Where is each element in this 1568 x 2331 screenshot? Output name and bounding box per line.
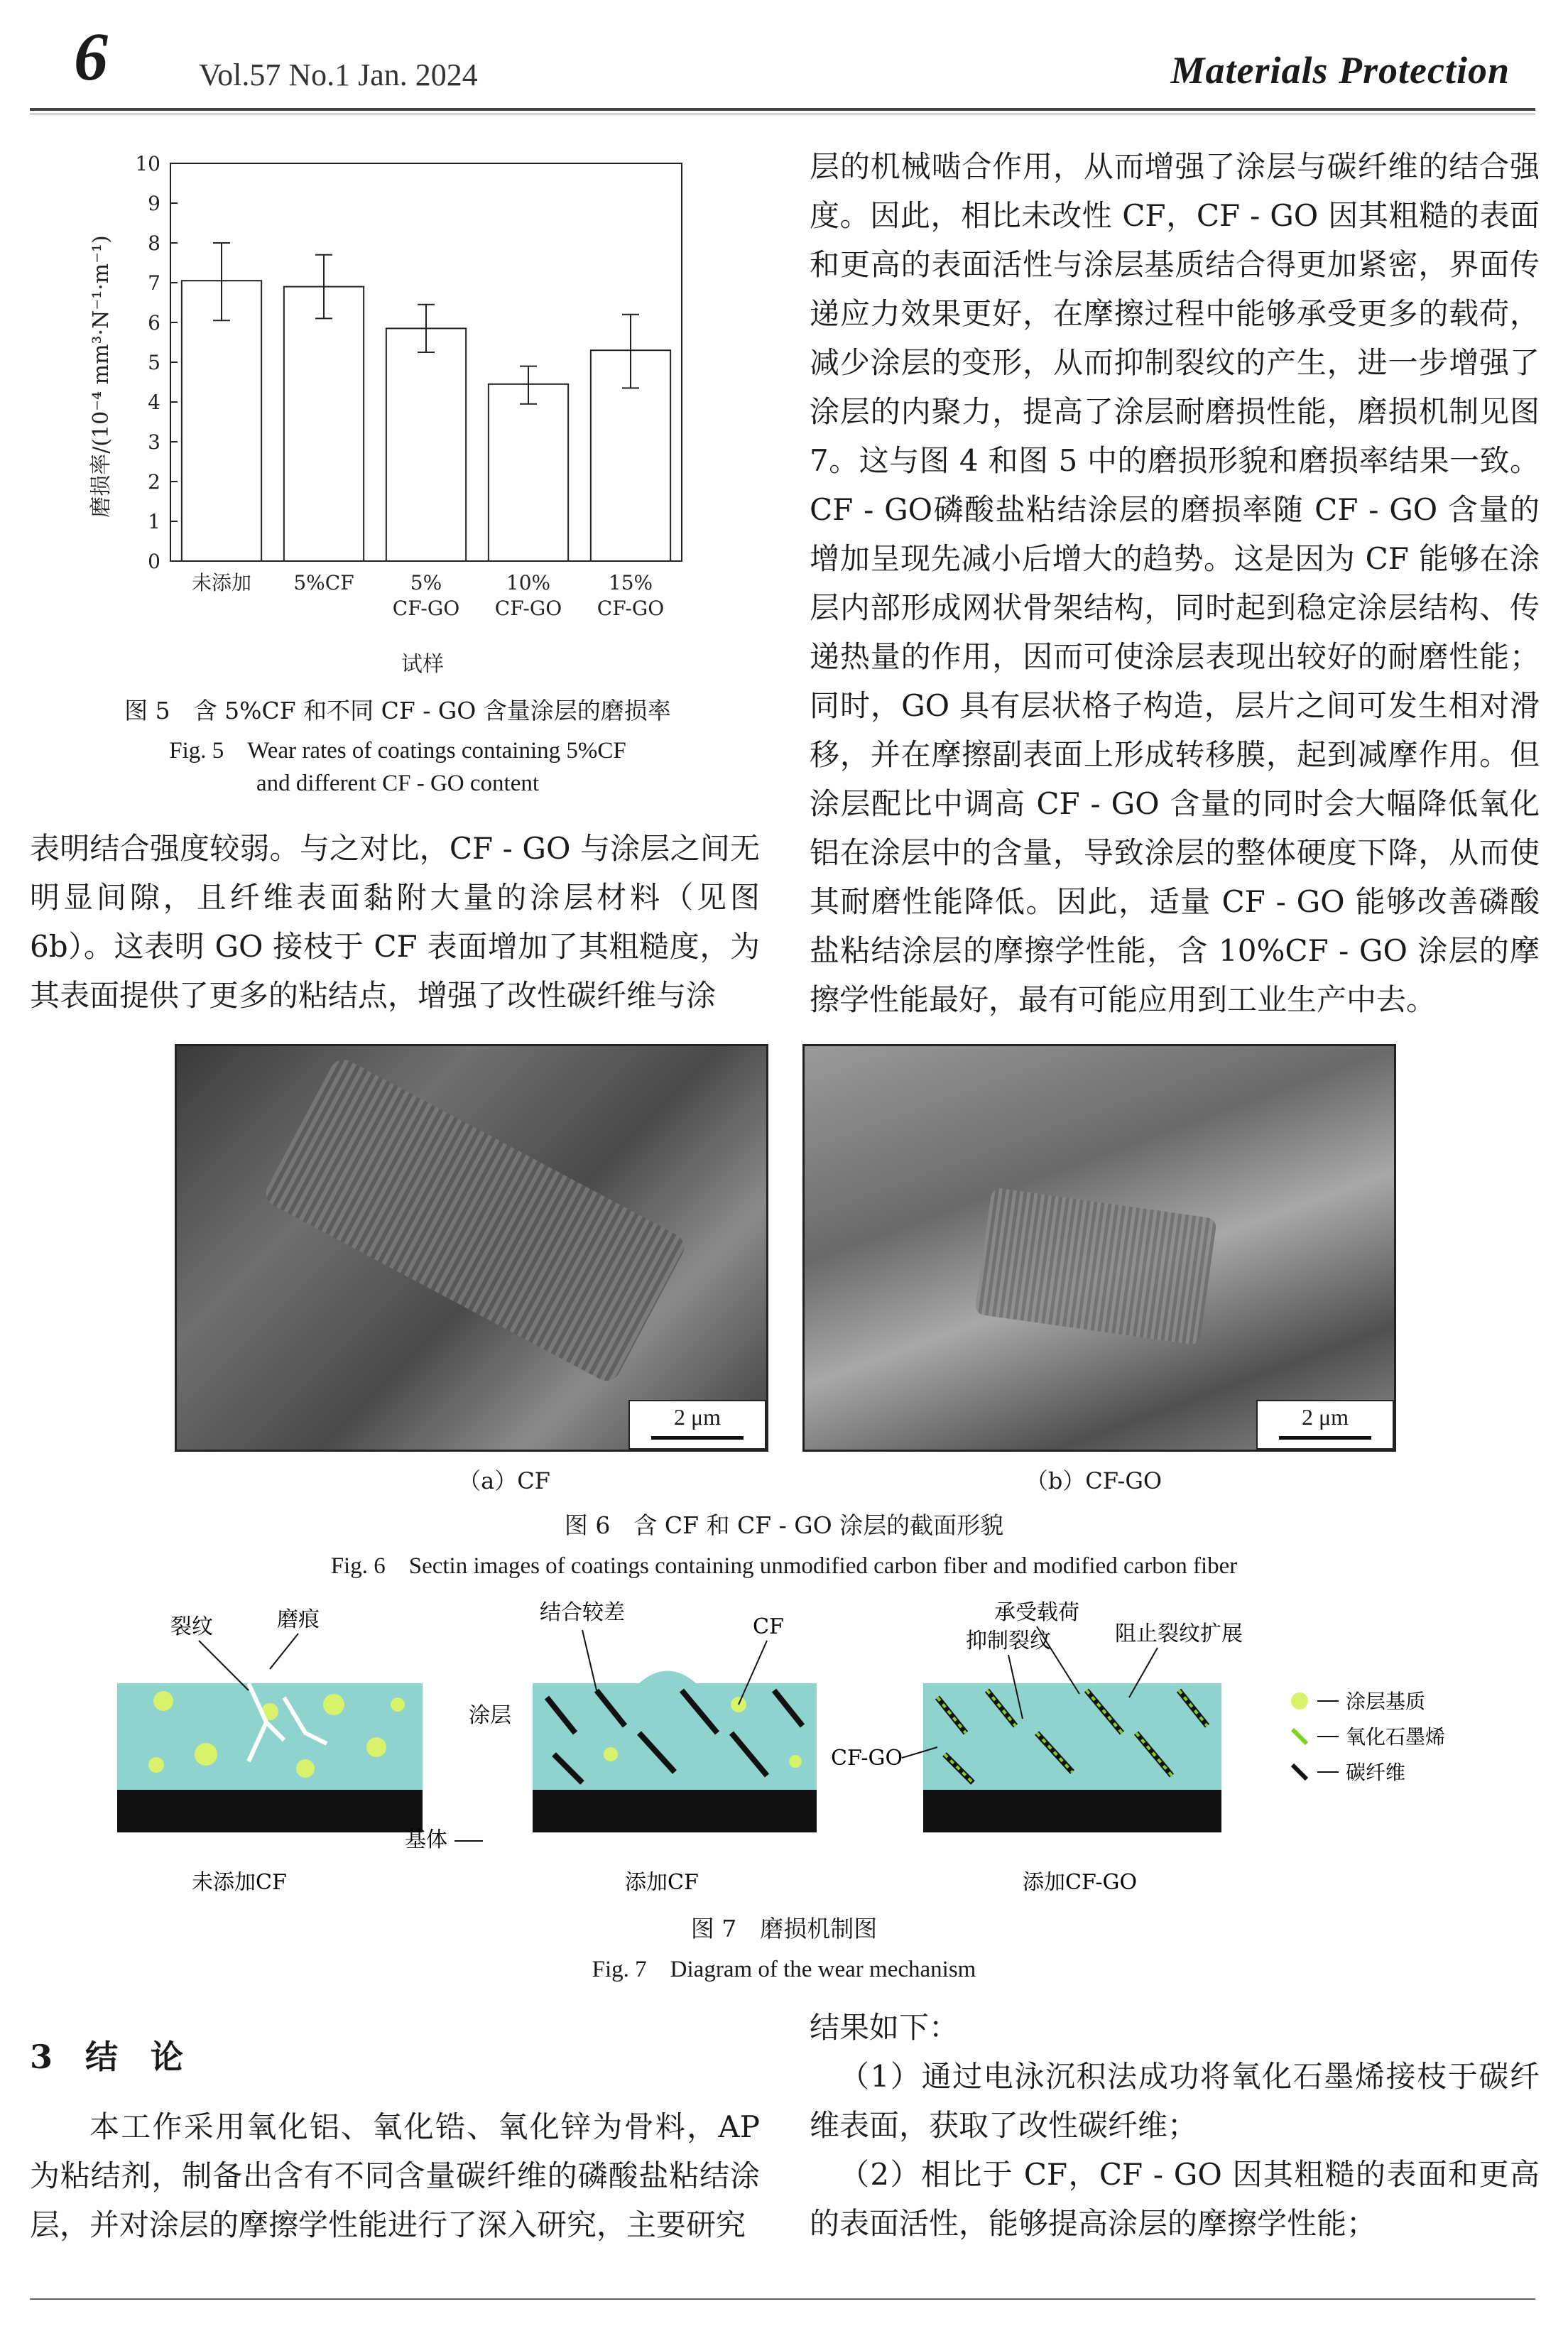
label-stop-crack: 阻止裂纹扩展 bbox=[1115, 1621, 1243, 1646]
fig6-caption-cn: 图 6 含 CF 和 CF - GO 涂层的截面形貌 bbox=[564, 1511, 1004, 1539]
substrate-1 bbox=[117, 1790, 423, 1832]
volume-info: Vol.57 No.1 Jan. 2024 bbox=[199, 58, 478, 92]
x-tick-labels bbox=[192, 571, 664, 620]
y-tick-label: 7 bbox=[148, 271, 160, 295]
x-tick-label: 5%CF bbox=[293, 571, 354, 594]
label-bear-load: 承受载荷 bbox=[994, 1600, 1079, 1625]
scale-label-b: 2 μm bbox=[1301, 1404, 1349, 1430]
bar bbox=[386, 328, 466, 561]
wear-mark-1 bbox=[234, 1669, 305, 1683]
legend-go: 氧化石墨烯 bbox=[1346, 1725, 1446, 1749]
x-tick-label: 5% CF-GO bbox=[392, 571, 460, 620]
bars bbox=[182, 243, 670, 561]
scale-line-a bbox=[651, 1436, 744, 1440]
scale-bar-b bbox=[1256, 1400, 1394, 1450]
journal-title: Materials Protection bbox=[1170, 49, 1510, 92]
wear-rate-bar-chart bbox=[57, 142, 710, 682]
y-tick-label: 10 bbox=[135, 152, 160, 175]
legend-marker-matrix bbox=[1291, 1692, 1308, 1710]
x-tick-label: 10% CF-GO bbox=[494, 571, 562, 620]
y-ticks bbox=[135, 152, 178, 573]
y-tick-label: 8 bbox=[148, 232, 160, 255]
y-tick-label: 4 bbox=[148, 391, 160, 414]
fig7-caption-cn: 图 7 磨损机制图 bbox=[690, 1915, 878, 1942]
bar bbox=[284, 287, 364, 561]
section3-right-column bbox=[810, 2003, 1540, 2248]
bar bbox=[182, 281, 261, 561]
carbon-fiber-shape bbox=[261, 1055, 689, 1386]
panel-label-3: 添加CF-GO bbox=[1023, 1870, 1138, 1895]
y-tick-label: 0 bbox=[148, 550, 160, 573]
panel-label-1: 未添加CF bbox=[192, 1870, 287, 1895]
conclusion-item-2: （2）相比于 CF，CF - GO 因其粗糙的表面和更高的表面活性，能够提高涂层的摩擦学性能； bbox=[810, 2157, 1540, 2241]
pointer-poor-bond bbox=[582, 1630, 597, 1690]
wear-mechanism-diagram bbox=[99, 1591, 1477, 1903]
section3-intro: 结果如下： bbox=[810, 2010, 959, 2045]
substrate-2 bbox=[533, 1790, 817, 1832]
label-suppress-crack: 抑制裂纹 bbox=[966, 1629, 1051, 1653]
right-column-text bbox=[810, 142, 1540, 1024]
label-cfgo: CF-GO bbox=[831, 1746, 903, 1771]
pointer-wear-mark bbox=[270, 1634, 298, 1669]
right-paragraph: 层的机械啮合作用，从而增强了涂层与碳纤维的结合强度。因此，相比未改性 CF，CF - GO 因其粗糙的表面和更高的表面活性与涂层基质结合得更加紧密，界面传递应力效果更好，在摩擦过程中能够承受更多的载荷，减少涂层的变形，从而抑制裂纹的产生，进一步增强了涂层的内聚力，提高了涂层耐磨损性能，磨损机制见图 7。这与图 4 和图 5 中的磨损形貌和磨损率结果一致。CF - GO磷酸盐粘结涂层的磨损率随 CF - GO 含量的增加呈现先减小后增大的趋势。这是因为 CF 能够在涂层内部形成网状骨架结构，同时起到稳定涂层结构、传递热量的作用，因而可使涂层表现出较好的耐磨性能；同时，GO 具有层状格子构造，层片之间可发生相对滑移，并在摩擦副表面上形成转移膜，起到减摩作用。但涂层配比中调高 CF - GO 含量的同时会大幅降低氧化铝在涂层中的含量，导致涂层的整体硬度下降，从而使其耐磨性能降低。因此，适量 CF - GO 能够改善磷酸盐粘结涂层的摩擦学性能，含 10%CF - GO 涂层的摩擦学性能最好，最有可能应用到工业生产中去。 bbox=[810, 149, 1540, 1017]
scale-bar-a bbox=[628, 1400, 766, 1450]
section-heading: 3 结 论 bbox=[30, 2038, 184, 2076]
label-poor-bond: 结合较差 bbox=[540, 1600, 625, 1625]
legend-marker-go bbox=[1292, 1729, 1307, 1744]
panel-label-2: 添加CF bbox=[625, 1870, 699, 1895]
legend-cf: 碳纤维 bbox=[1346, 1761, 1406, 1784]
y-tick-label: 1 bbox=[148, 510, 160, 533]
fig5-caption-en-1: Fig. 5 Wear rates of coatings containing 5%CF bbox=[169, 738, 626, 764]
pointer-crack bbox=[199, 1641, 249, 1690]
fig5-caption-en-2: and different CF - GO content bbox=[256, 771, 540, 796]
header-rule bbox=[30, 108, 1535, 111]
left-column-text: 表明结合强度较弱。与之对比，CF - GO 与涂层之间无明显间隙，且纤维表面黏附大量的涂层材料（见图6b）。这表明 GO 接枝于 CF 表面增加了其粗糙度，为其表面提供了更多的粘结点，增强了改性碳纤维与涂 bbox=[30, 831, 760, 1013]
label-crack: 裂纹 bbox=[170, 1614, 213, 1639]
fig6-sublabel-b: （b）CF-GO bbox=[1025, 1467, 1163, 1494]
page-number: 6 bbox=[74, 18, 108, 94]
carbon-fiber-shape bbox=[974, 1188, 1217, 1346]
fig6-caption-en: Fig. 6 Sectin images of coatings containing unmodified carbon fiber and modified carbon fiber bbox=[330, 1553, 1238, 1579]
legend-matrix: 涂层基质 bbox=[1346, 1690, 1426, 1713]
label-substrate: 基体 bbox=[405, 1827, 447, 1852]
scale-label-a: 2 μm bbox=[673, 1404, 722, 1430]
y-tick-label: 9 bbox=[148, 192, 160, 215]
y-tick-label: 3 bbox=[148, 430, 160, 454]
scale-line-b bbox=[1279, 1436, 1371, 1440]
fig5-caption-cn: 图 5 含 5%CF 和不同 CF - GO 含量涂层的磨损率 bbox=[124, 697, 671, 724]
sem-image-cfgo bbox=[802, 1044, 1396, 1452]
fig7-caption-en: Fig. 7 Diagram of the wear mechanism bbox=[592, 1957, 976, 1982]
label-cf: CF bbox=[753, 1614, 784, 1639]
section3-left-paragraph: 本工作采用氧化铝、氧化锆、氧化锌为骨料，AP 为粘结剂，制备出含有不同含量碳纤维的磷酸盐粘结涂层，并对涂层的摩擦学性能进行了深入研究，主要研究 bbox=[30, 2109, 760, 2242]
y-tick-label: 5 bbox=[148, 351, 160, 374]
x-axis-label: 试样 bbox=[401, 652, 444, 677]
substrate-3 bbox=[923, 1790, 1221, 1832]
legend-marker-cf bbox=[1292, 1765, 1307, 1779]
bulge-2 bbox=[639, 1671, 696, 1684]
label-wear-mark: 磨痕 bbox=[277, 1607, 320, 1632]
bar bbox=[489, 384, 568, 561]
x-tick-label: 未添加 bbox=[191, 571, 252, 594]
sem-image-cf bbox=[175, 1044, 768, 1452]
label-coating: 涂层 bbox=[469, 1703, 511, 1728]
fig6-sublabel-a: （a）CF bbox=[458, 1467, 550, 1494]
y-axis-label: 磨损率/(10⁻⁴ mm³·N⁻¹·m⁻¹) bbox=[89, 235, 114, 518]
x-tick-label: 15% CF-GO bbox=[597, 571, 665, 620]
y-tick-label: 2 bbox=[148, 470, 160, 494]
conclusion-item-1: （1）通过电泳沉积法成功将氧化石墨烯接枝于碳纤维表面，获取了改性碳纤维； bbox=[810, 2059, 1540, 2143]
y-tick-label: 6 bbox=[148, 311, 160, 335]
footer-rule bbox=[30, 2298, 1535, 2300]
